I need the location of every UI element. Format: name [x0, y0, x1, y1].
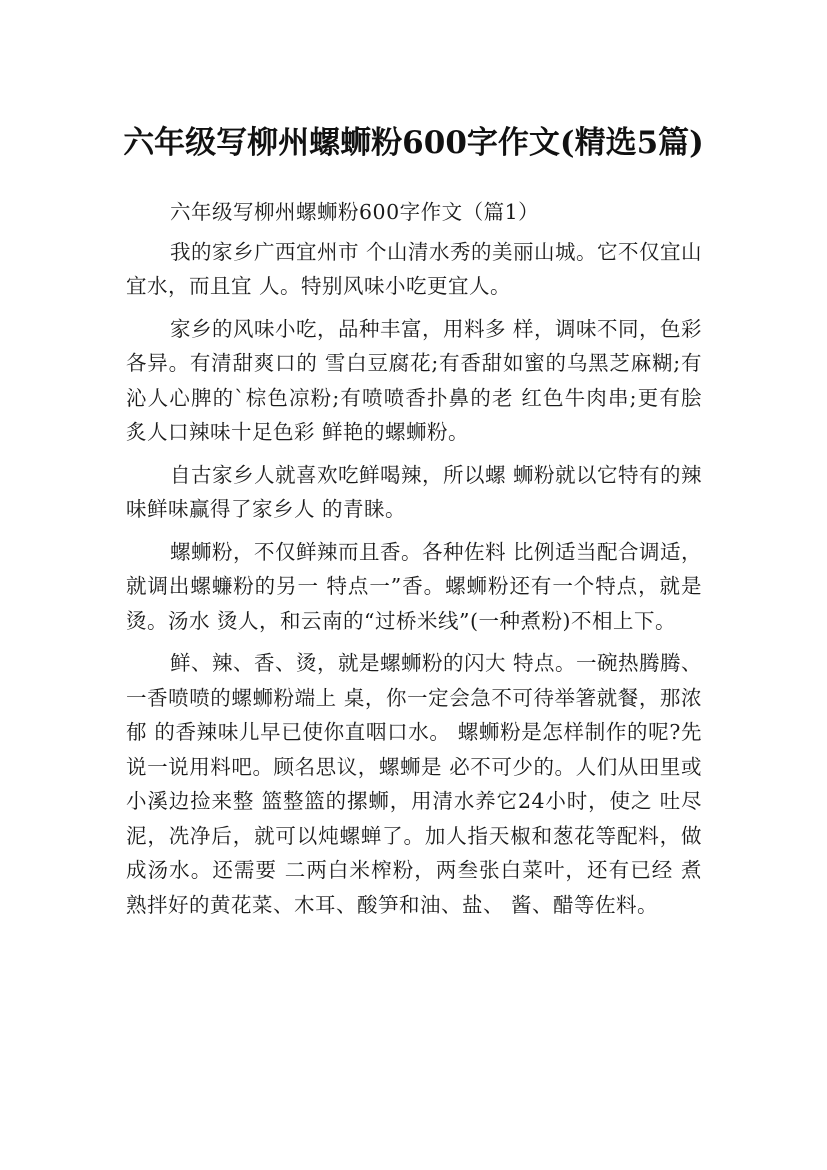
section-heading: 六年级写柳州螺蛳粉600字作文（篇1）	[170, 200, 540, 224]
paragraph-3: 自古家乡人就喜欢吃鲜喝辣，所以螺 蛳粉就以它特有的辣味鲜味赢得了家乡人 的青睐。	[126, 462, 703, 521]
paragraph-1: 我的家乡广西宜州市 个山清水秀的美丽山城。它不仅宜山宜水，而且宜 人。特别风味小吃更宜人。	[126, 239, 703, 298]
paragraph-5: 鲜、辣、香、烫，就是螺蛳粉的闪大 特点。一碗热腾腾、一香喷喷的螺蛳粉端上 桌，你一定会急不可待举箸就餐，那浓郁 的香辣味儿早已使你直咽口水。 螺蛳粉是怎样制作的呢?先说一说用料吧。顾名思议，螺蛳是 必不可少的。人们从田里或小溪边捡来整 篮整篮的摞蛳，用清水养它24小时，使之 吐尽泥，冼净后，就可以炖螺蝉了。加人指天椒和葱花等配料，做成汤水。还需要 二两白米榨粉，两叁张白菜叶，还有已经 煮熟拌好的黄花菜、木耳、酸笋和油、盐、 酱、醋等佐料。	[126, 651, 703, 917]
paragraph-2: 家乡的风味小吃，品种丰富，用料多 样，调味不同，色彩各异。有清甜爽口的 雪白豆腐花;有香甜如蜜的乌黑芝麻糊;有 沁人心脾的`棕色凉粉;有喷喷香扑鼻的老 红色牛肉串;更有脍炙人口辣味十足色彩 鲜艳的螺蛳粉。	[126, 316, 703, 444]
document-title: 六年级写柳州螺蛳粉600字作文(精选5篇)	[123, 124, 704, 161]
article-body	[126, 195, 702, 930]
paragraph-4: 螺蛳粉，不仅鲜辣而且香。各种佐料 比例适当配合调适，就调出螺蠊粉的另一 特点一”香。螺蛳粉还有一个特点，就是烫。汤水 烫人，和云南的“过桥米线”(一种煮粉)不相上下。	[126, 539, 703, 633]
